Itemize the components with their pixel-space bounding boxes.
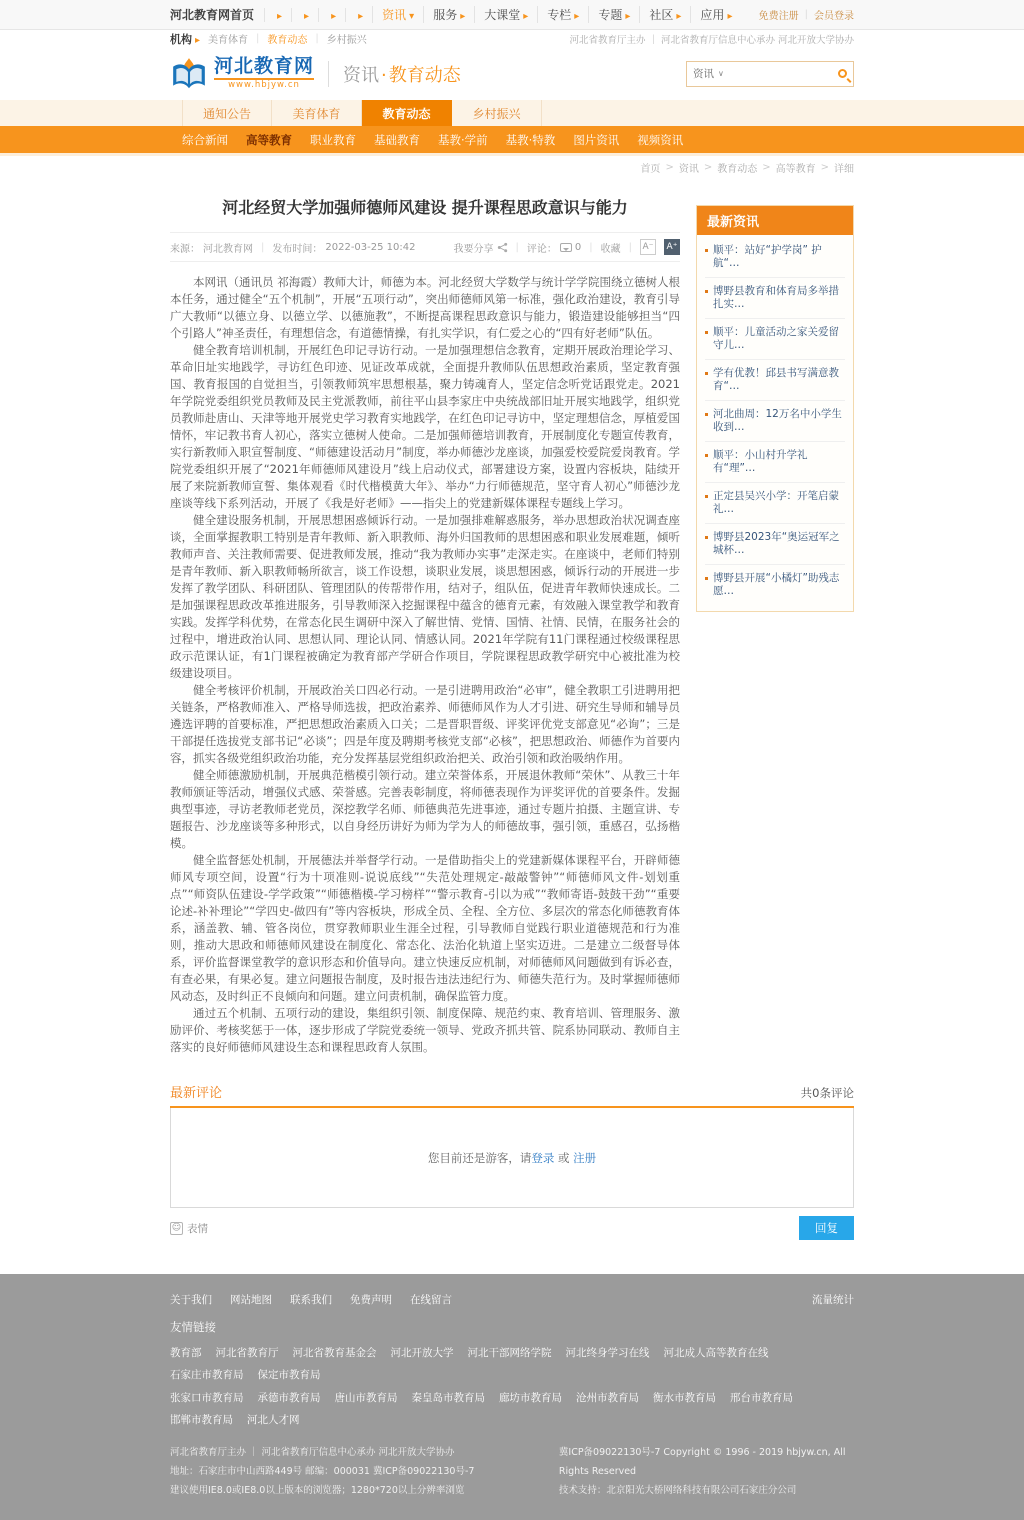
breadcrumb-jiaoyudongtai[interactable]: 教育动态 (717, 164, 758, 175)
comment-register-link[interactable]: 注册 (573, 1150, 597, 1165)
subnav-shipinzixun[interactable]: 视频资讯 (637, 132, 684, 147)
friend-link[interactable]: 保定市教育局 (257, 1369, 321, 1381)
friend-links-row1 (170, 1344, 854, 1384)
comment-login-link[interactable]: 登录 (531, 1150, 555, 1165)
subnav-tupianzixun[interactable]: 图片资讯 (573, 132, 620, 147)
topbar-item-yingyong[interactable]: 应用 ▸ (690, 6, 741, 23)
friend-link[interactable]: 邢台市教育局 (730, 1392, 793, 1404)
traffic-stats-link[interactable]: 流量统计 (812, 1294, 854, 1306)
subnav-zonghexinwen[interactable]: 综合新闻 (182, 132, 228, 147)
friend-link[interactable]: 秦皇岛市教育局 (411, 1392, 485, 1404)
bullet-icon (705, 372, 708, 375)
emoji-picker-button[interactable] (170, 1221, 208, 1236)
divider: | (628, 241, 632, 253)
sponsor-text: 河北省教育厅主办 ｜ 河北省教育厅信息中心承办 河北开放大学协办 (569, 34, 854, 46)
friend-links-title: 友情链接 (170, 1320, 216, 1334)
breadcrumb (170, 156, 854, 179)
topbar-item-daketang[interactable]: 大课堂 ▸ (474, 6, 537, 23)
search-category-select[interactable] (687, 66, 730, 81)
comments-section (170, 1082, 854, 1240)
comment-count: 0 (574, 241, 582, 253)
friend-links-row2 (170, 1389, 854, 1429)
news-list-item[interactable] (705, 565, 845, 605)
footer-contact-link[interactable]: 联系我们 (290, 1294, 332, 1306)
subnav-jichujaoyu[interactable]: 基础教育 (374, 132, 420, 147)
site-name: 河北教育网 (214, 55, 315, 78)
footer-disclaimer-link[interactable]: 免费声明 (350, 1294, 392, 1306)
topbar-item-fuwu[interactable]: 服务 ▸ (423, 6, 474, 23)
breadcrumb-gaodengjiaoyu[interactable]: 高等教育 (775, 164, 816, 175)
tab-xiangcunzhenxing[interactable]: 乡村振兴 (452, 100, 542, 126)
login-link[interactable]: 会员登录 (814, 11, 854, 22)
tab-meiyutiyu[interactable]: 美育体育 (272, 100, 362, 126)
article-meta-bar (170, 232, 680, 262)
subtop-link-jiaoyudongtai[interactable]: 教育动态 (267, 35, 308, 46)
friend-link[interactable]: 张家口市教育局 (170, 1392, 244, 1404)
guest-notice-text: 您目前还是游客，请 (427, 1150, 532, 1165)
news-item-text: 博野县开展“小橘灯”助残志愿… (713, 572, 840, 597)
share-button[interactable] (454, 240, 508, 255)
comments-link[interactable] (527, 240, 581, 255)
article-paragraph: 健全监督惩处机制，开展德法并举督学行动。一是借助指尖上的党建新媒体课程平台，开辟师德师风专项空间，设置“行为十项准则-说说底线”“失范处理规定-敲敲警钟”“师德师风文件-划划重点”“师资队伍建设-学学政策”“师德楷模-学习榜样”“警示教育-引以为戒”“教师寄语-鼓鼓干劲”“重要论述-补补理论”“学四史-做四有”等内容板块，形成全员、全程、全方位、多层次的常态化师德教育体系，涵盖教、辅、管各岗位，贯穿教师职业生涯全过程，引导教师自觉践行职业道德规范和行为准则，推动大思政和师德师风建设在制度化、常态化、法治化轨道上坚实迈进。二是建立二级督导体系，评价监督课堂教学的意识形态和价值导向。建立快速反应机制，对师德师风问题做到有诉必查，有查必果，有果必复。建立问题报告制度，及时报告违法违纪行为、师德失范行为。及时掌握师德师风动态，及时纠正不良倾向和问题。建立问责机制，确保监管力度。 (170, 853, 680, 1003)
subtop-link-meiyu[interactable]: 美育体育 (208, 35, 249, 46)
search-category-value: 资讯 (693, 68, 714, 80)
top-utility-bar (0, 0, 1024, 30)
news-item-text: 河北曲周：12万名中小学生收到… (713, 408, 842, 433)
friend-link[interactable]: 河北省教育厅 (215, 1347, 279, 1359)
tab-tongzhigonggao[interactable]: 通知公告 (182, 100, 272, 126)
topbar-home-link[interactable]: 河北教育网首页 (170, 8, 255, 22)
org-menu[interactable]: 机构 ▸ (170, 31, 200, 47)
font-increase-button[interactable]: A⁺ (664, 239, 680, 255)
publish-time-label: 发布时间： (272, 243, 323, 255)
site-url: www.hbjyw.cn (214, 78, 314, 90)
news-item-text: 正定县吴兴小学：开笔启蒙 礼… (713, 490, 839, 515)
bullet-icon (705, 577, 708, 580)
friend-link[interactable]: 河北人才网 (247, 1414, 300, 1426)
search-icon (838, 69, 847, 78)
divider: | (261, 241, 265, 253)
news-item-text: 顺平：小山村升学礼 有“理”… (713, 449, 808, 474)
topbar-collapsed-item[interactable] (318, 8, 345, 22)
friend-link[interactable]: 教育部 (170, 1347, 202, 1359)
footer-copyright-line: 冀ICP备09022130号-7 Copyright © 1996 - 2019 hbjyw.cn, All Rights Reserved (558, 1447, 846, 1477)
news-item-text: 顺平：儿童活动之家关爱留守儿… (713, 326, 839, 351)
publish-time-value: 2022-03-25 10:42 (325, 241, 416, 253)
topbar-item-zhuanti[interactable]: 专题 ▸ (588, 6, 639, 23)
news-item-text: 博野县2023年“奥运冠军之城杯… (713, 531, 840, 556)
breadcrumb-separator: > (820, 162, 829, 173)
breadcrumb-zixun[interactable]: 资讯 (678, 164, 699, 175)
friend-link[interactable]: 河北开放大学 (390, 1347, 454, 1359)
comment-input-area[interactable] (170, 1108, 854, 1208)
comment-bubble-icon (560, 243, 572, 252)
topbar-item-zhuanlan[interactable]: 专栏 ▸ (537, 6, 588, 23)
footer-address-line: 地址：石家庄市中山西路449号 邮编：000031 冀ICP备09022130号-7 (170, 1466, 475, 1477)
footer-sitemap-link[interactable]: 网站地图 (230, 1294, 272, 1306)
news-list-item[interactable] (705, 237, 845, 278)
bullet-icon (705, 413, 708, 416)
search-button[interactable] (831, 69, 853, 78)
article-title: 河北经贸大学加强师德师风建设 提升课程思政意识与能力 (222, 198, 628, 217)
favorite-button[interactable]: 收藏 (600, 243, 621, 255)
comments-count: 共0条评论 (800, 1086, 854, 1100)
source-value: 河北教育网 (203, 243, 253, 255)
subnav-jijiao-xueqian[interactable]: 基教·学前 (438, 132, 488, 147)
font-decrease-button[interactable]: A⁻ (640, 239, 656, 255)
tab-jiaoyudongtai[interactable]: 教育动态 (362, 100, 452, 126)
footer-info-right (559, 1443, 854, 1500)
news-item-text: 博野县教育和体育局多举措扎实… (713, 285, 839, 310)
news-list-item[interactable] (705, 442, 845, 483)
category-nav-bar (0, 126, 1024, 153)
topbar-item-shequ[interactable]: 社区 ▸ (639, 6, 690, 23)
divider: | (256, 33, 260, 44)
bullet-icon (705, 536, 708, 539)
friend-link[interactable]: 唐山市教育局 (334, 1392, 398, 1404)
topbar-collapsed-item[interactable] (264, 8, 291, 22)
site-footer (0, 1274, 1024, 1520)
article-paragraph: 健全考核评价机制，开展政治关口四必行动。一是引进聘用政治“必审”，健全教职工引进聘用把关链条，严格教师准入、严格导师选拔，把政治素养、师德师风作为人才引进、研究生导师和辅导员遴选评聘的首要标准，严把思想政治素质入口关；二是晋职晋级、评奖评优党支部意见“必询”；三是干部提任选拔党支部书记“必谈”；四是年度及聘期考核党支部“必核”，把思想政治、师德作为首要内容，抓实各级党组织政治功能，充分发挥基层党组织政治把关、政治引领和政治吸纳作用。 (170, 683, 680, 765)
bullet-icon (705, 249, 708, 252)
article-paragraph: 健全建设服务机制，开展思想困惑倾诉行动。一是加强排难解惑服务，举办思想政治状况调查座谈，全面掌握教职工特别是青年教师、新入职教师、海外归国教师的思想困惑和职业发展难题，倾听教师声音、关注教师需要、促进教师发展，推动“我为教师办实事”走深走实。在座谈中，老师们特别是青年教师、新入职教师畅所欲言，谈工作设想，谈职业发展，谈思想困惑，倾诉行动的开展进一步发挥了教学团队、科研团队、管理团队的传帮带作用，结对子，组队伍，促进青年教师快速成长。二是加强课程思政改革推进服务，引导教师深入挖掘课程中蕴含的德育元素，有效融入课堂教学和教育实践。发挥学科优势，在常态化民生调研中深入了解世情、党情、国情、社情、民情，在服务社会的过程中，增进政治认同、思想认同、理论认同、情感认同。2021年学院有11门课程通过校级课程思政示范课认证，有1门课程被确定为教育部产学研合作项目，学院课程思政教学研究中心被批准为校级建设项目。 (170, 513, 680, 680)
breadcrumb-detail: 详细 (834, 164, 854, 175)
article-body (170, 262, 680, 1056)
comments-title: 最新评论 (170, 1086, 223, 1101)
section-current: 教育动态 (388, 64, 461, 86)
or-text: 或 (554, 1150, 574, 1165)
footer-about-link[interactable]: 关于我们 (170, 1294, 212, 1306)
emoji-label: 表情 (187, 1222, 208, 1235)
news-list-item[interactable] (705, 483, 845, 524)
news-list-item[interactable] (705, 360, 845, 401)
latest-news-title: 最新资讯 (697, 206, 853, 235)
bullet-icon (705, 495, 708, 498)
friend-link[interactable]: 河北干部网络学院 (467, 1347, 552, 1359)
footer-browser-line: 建议使用IE8.0或IE8.0以上版本的浏览器；1280*720以上分辨率浏览 (170, 1485, 465, 1496)
search-input[interactable] (730, 62, 831, 86)
bullet-icon (705, 331, 708, 334)
news-item-text: 顺平：站好“护学岗” 护航“… (713, 244, 822, 269)
subnav-gaodengjiaoyu[interactable]: 高等教育 (246, 132, 292, 147)
friend-link[interactable]: 衡水市教育局 (653, 1392, 716, 1404)
subnav-zhiyejiaoyu[interactable]: 职业教育 (310, 132, 356, 147)
friend-link[interactable]: 沧州市教育局 (576, 1392, 639, 1404)
article-paragraph: 本网讯（通讯员 祁海霞）教师大计，师德为本。河北经贸大学数学与统计学学院围绕立德树人根本任务，通过健全“五个机制”，开展“五项行动”，突出师德师风第一标准，强化政治建设，教育引导广大教师“以德立身、以德立学、以德施教”，不断提高课程思政意识与能力，锻造建设能够担当“四个引路人”神圣责任，有理想信念，有道德情操，有扎实学识，有仁爱之心的“四有好老师”队伍。 (170, 275, 680, 340)
friend-link[interactable]: 石家庄市教育局 (170, 1369, 244, 1381)
news-list-item[interactable] (705, 524, 845, 565)
comment-label: 评论： (526, 243, 557, 255)
topbar-item-zixun[interactable]: 资讯 ▾ (372, 6, 423, 23)
reply-button[interactable]: 回复 (799, 1216, 854, 1240)
news-list-item[interactable] (705, 319, 845, 360)
footer-tech-support-line: 技术支持：北京阳光大桥网络科技有限公司石家庄分公司 (558, 1485, 797, 1496)
primary-tab-bar (0, 100, 1024, 126)
news-item-text: 学有优教！邱县书写满意教育“… (713, 367, 839, 392)
page-section-title (343, 61, 461, 87)
divider: | (589, 241, 593, 253)
divider: | (515, 241, 519, 253)
topbar-collapsed-item[interactable] (345, 8, 372, 22)
breadcrumb-separator: > (762, 162, 771, 173)
article-paragraph: 通过五个机制、五项行动的建设，集组织引领、制度保障、规范约束、教育培训、管理服务、激励评价、考核奖惩于一体，逐步形成了学院党委统一领导、党政齐抓共管、院系协同联动、教师自主落实的良好师德师风建设生态和课程思政育人氛围。 (170, 1006, 680, 1054)
friend-link[interactable]: 河北省教育基金会 (292, 1347, 377, 1359)
article-paragraph: 健全教育培训机制，开展红色印记寻访行动。一是加强理想信念教育，定期开展政治理论学习、革命旧址实地践学，寻访红色印迹、见证改革成就，全面提升教师队伍思想政治素质，坚定教育强国、教育报国的自觉担当，引领教师筑牢思想根基，聚力铸魂育人，坚定信念听党话跟党走。2021年学院党委组织党员教师及民主党派教师，前往平山县李家庄中央统战部旧址开展实地践学，组织党员教师赴唐山、天津等地开展党史学习教育实地践学，在红色印记寻访中，坚定理想信念，厚植爱国情怀，牢记教书育人初心，落实立德树人使命。二是加强师德培训教育，开展制度化专题宣传教育，实行新教师入职宣誓制度、“师德建设活动月”制度，举办师德沙龙座谈，加强爱校爱院爱岗教育。学院党委组织开展了“2021年师德师风建设月”线上启动仪式，部署建设方案，设置内容板块，陆续开展了来院新教师宣誓、集体观看《时代楷模黄大年》、举办“力行师德规范，坚守育人初心”师德沙龙座谈等线下系列活动，开展了《我是好老师》——指尖上的党建新媒体课程专题线上学习。 (170, 343, 680, 510)
breadcrumb-separator: > (703, 162, 713, 173)
section-parent: 资讯 (343, 64, 380, 86)
section-dot: · (381, 64, 387, 86)
breadcrumb-separator: > (665, 162, 674, 173)
secondary-utility-bar (0, 30, 1024, 47)
news-list-item[interactable] (705, 278, 845, 319)
divider: | (315, 33, 319, 44)
subtop-link-xiangcun[interactable]: 乡村振兴 (326, 35, 367, 46)
guest-notice (428, 1150, 596, 1166)
subnav-jijiao-tejiao[interactable]: 基教·特教 (505, 132, 556, 147)
site-logo[interactable] (170, 55, 314, 93)
footer-message-link[interactable]: 在线留言 (410, 1294, 452, 1306)
logo-book-flame-icon (170, 55, 208, 93)
article-paragraph: 健全师德激励机制，开展典范楷模引领行动。建立荣誉体系，开展退休教师“荣休”、从教三十年教师颁证等活动，增强仪式感、荣誉感。完善表彰制度，将师德表现作为评奖评优的首要条件。发掘典型事迹，寻访老教师老党员，深挖教学名师、师德典范先进事迹，通过专题片拍摄、主题宣讲、专题报告、沙龙座谈等多种形式，以自身经历讲好为师为学为人的师德故事，强引领，重感召，弘扬楷模。 (170, 768, 680, 850)
friend-link[interactable]: 河北成人高等教育在线 (663, 1347, 769, 1359)
site-header (0, 47, 1024, 100)
divider (328, 61, 329, 87)
friend-link[interactable]: 廊坊市教育局 (499, 1392, 562, 1404)
share-label: 我要分享 (453, 243, 494, 255)
footer-info-left (170, 1443, 559, 1500)
latest-news-panel (696, 205, 854, 612)
footer-sponsor-line: 河北省教育厅主办 ｜ 河北省教育厅信息中心承办 河北开放大学协办 (170, 1447, 455, 1458)
topbar-collapsed-item[interactable] (291, 8, 318, 22)
news-list-item[interactable] (705, 401, 845, 442)
smiley-icon: ☺ (171, 1223, 182, 1233)
friend-link[interactable]: 承德市教育局 (257, 1392, 321, 1404)
source-label: 来源： (170, 243, 200, 255)
register-link[interactable]: 免费注册 (758, 11, 799, 22)
divider: | (804, 9, 808, 20)
share-icon (497, 242, 508, 253)
breadcrumb-home[interactable]: 首页 (640, 164, 661, 175)
friend-link[interactable]: 邯郸市教育局 (170, 1414, 233, 1426)
bullet-icon (705, 290, 708, 293)
friend-link[interactable]: 河北终身学习在线 (565, 1347, 650, 1359)
search-box (686, 61, 854, 87)
bullet-icon (705, 454, 708, 457)
